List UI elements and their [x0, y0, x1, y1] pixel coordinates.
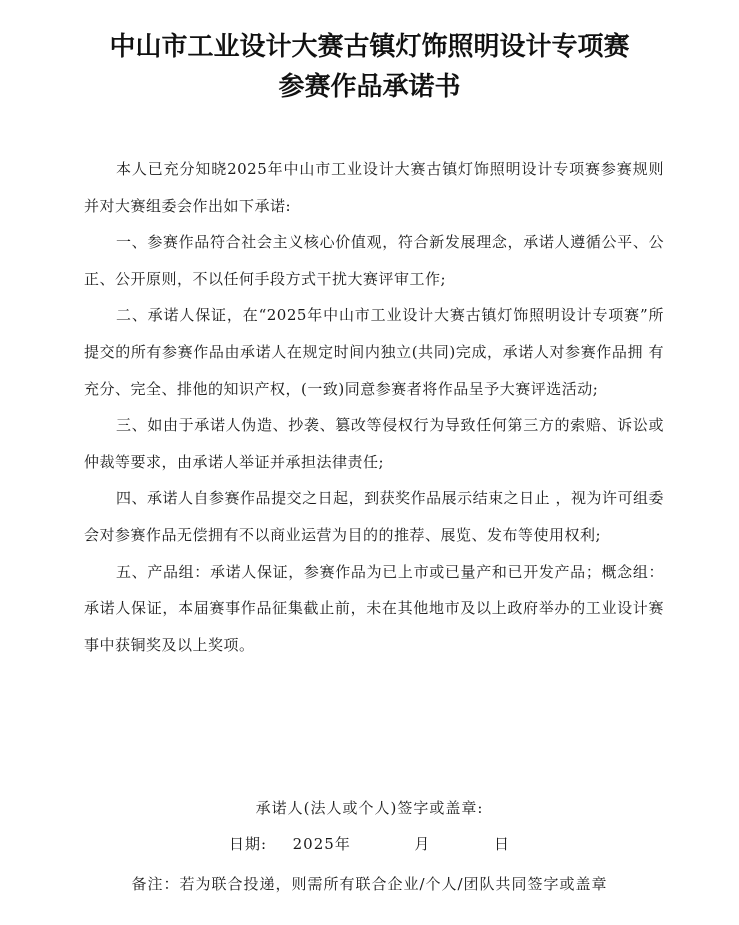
paragraph-clause-4: 四、承诺人自参赛作品提交之日起，到获奖作品展示结束之日止 ，视为许可组委会对参赛作品无偿拥有不以商业运营为目的的推荐、展览、发布等使用权利;: [84, 489, 664, 544]
paragraph-clause-2: 二、承诺人保证，在“2025年中山市工业设计大赛古镇灯饰照明设计专项赛”所提交的所有参赛作品由承诺人在规定时间内独立(共同)完成，承诺人对参赛作品拥 有充分、完全、排他的知识产权，(一致)同意参赛者将作品呈予大赛评选活动;: [84, 306, 664, 398]
document-title-line1: 中山市工业设计大赛古镇灯饰照明设计专项赛: [109, 32, 630, 62]
date-line: [0, 833, 739, 855]
date-month: 月: [414, 835, 431, 853]
note-text: 备注：若为联合投递，则需所有联合企业/个人/团队共同签字或盖章: [131, 875, 608, 893]
paragraph-clause-3: 三、如由于承诺人伪造、抄袭、篡改等侵权行为导致任何第三方的索赔、诉讼或仲裁等要求，由承诺人举证并承担法律责任;: [84, 416, 664, 471]
signature-label: 承诺人(法人或个人)签字或盖章:: [255, 799, 484, 817]
signature-line: [0, 797, 739, 819]
document-body: [84, 151, 664, 663]
paragraph-clause-5: 五、产品组：承诺人保证，参赛作品为已上市或已量产和已开发产品；概念组：承诺人保证，本届赛事作品征集截止前，未在其他地市及以上政府举办的工业设计赛事中获铜奖及以上奖项。: [84, 562, 664, 654]
date-day: 日: [493, 835, 510, 853]
paragraph-intro: 本人已充分知晓2025年中山市工业设计大赛古镇灯饰照明设计专项赛参赛规则并对大赛组委会作出如下承诺:: [84, 160, 664, 215]
document-title-line2: 参赛作品承诺书: [278, 72, 461, 102]
note-line: [0, 873, 739, 895]
date-year: 2025年: [292, 835, 351, 853]
paragraph-clause-1: 一、参赛作品符合社会主义核心价值观，符合新发展理念，承诺人遵循公平、公正、公开原则，不以任何手段方式干扰大赛评审工作;: [84, 233, 664, 288]
date-label: 日期:: [229, 835, 268, 853]
